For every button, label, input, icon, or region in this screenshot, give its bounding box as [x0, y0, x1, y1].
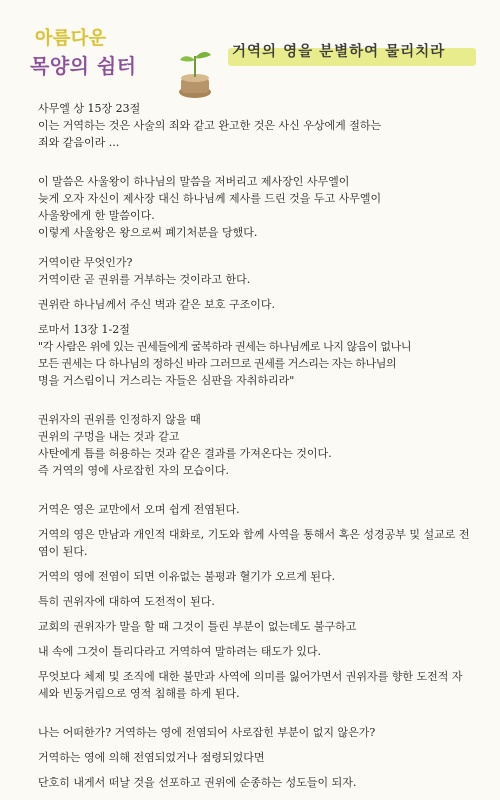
logo-line-2: 목양의 쉼터: [30, 54, 137, 78]
body-paragraph: 교회의 권위자가 말을 할 때 그것이 틀린 부분이 없는데도 불구하고: [38, 620, 357, 633]
logo: [30, 22, 200, 82]
scripture-quote-line: 명을 거스림이니 거스리는 자들은 심판을 자취하리라": [38, 374, 295, 387]
body-line: 권위자의 권위를 인정하지 않을 때: [38, 413, 201, 426]
body-line: 거역하는 영에 의해 전염되었거나 점령되었다면: [38, 751, 265, 764]
scripture-line: 이는 거역하는 것은 사술의 죄와 같고 완고한 것은 사신 우상에게 절하는: [38, 119, 382, 132]
body-paragraph: 특히 권위자에 대하여 도전적이 된다.: [38, 595, 215, 608]
body-line: 권위란 하나님께서 주신 벽과 같은 보호 구조이다.: [38, 298, 275, 311]
body-line: 사탄에게 틈를 허용하는 것과 같은 결과를 가져온다는 것이다.: [38, 447, 332, 460]
body-paragraph: 거역의 영은 만남과 개인적 대화로, 기도와 함께 사역을 통해서 혹은 성경공부 및 설교로 전염이 된다.: [38, 528, 470, 558]
body-line: 늦게 오자 자신이 제사장 대신 하나님께 제사를 드린 것을 두고 사무엘이: [38, 192, 382, 205]
body-line: 권위의 구멍을 내는 것과 같고: [38, 430, 180, 443]
scripture-ref-1: 사무엘 상 15장 23절: [38, 102, 141, 115]
body-paragraph: 거역은 영은 교만에서 오며 쉽게 전염된다.: [38, 503, 240, 516]
article-body: [38, 100, 470, 791]
body-line: 나는 어떠한가? 거역하는 영에 전염되어 사로잡힌 부분이 없지 않은가?: [38, 726, 376, 739]
logo-line-1: 아름다운: [35, 28, 107, 49]
body-line: 이렇게 사울왕은 왕으로써 폐기처분을 당했다.: [38, 226, 258, 239]
body-line: 단호히 내게서 떠날 것을 선포하고 권위에 순종하는 성도들이 되자.: [38, 776, 357, 789]
sprout-icon: [170, 40, 220, 100]
scripture-line: 죄와 같음이라 ...: [38, 136, 120, 149]
body-paragraph: 거역의 영에 전염이 되면 이유없는 불평과 혈기가 오르게 된다.: [38, 570, 336, 583]
page-title-box: [228, 38, 476, 68]
body-line: 이 말씀은 사울왕이 하나님의 말씀을 저버리고 제사장인 사무엘이: [38, 175, 350, 188]
body-line: 거역이란 곧 권위를 거부하는 것이라고 한다.: [38, 273, 251, 286]
body-line: 거역이란 무엇인가?: [38, 256, 133, 269]
header: [0, 0, 500, 95]
page-title: 거역의 영을 분별하여 물리치라: [232, 44, 446, 60]
body-paragraph: 무엇보다 체제 및 조직에 대한 불만과 사역에 의미를 잃어가면서 권위자를 향한 도전적 자세와 빈둥거림으로 영적 침해를 하게 된다.: [38, 670, 463, 700]
scripture-ref-2: 로마서 13장 1-2절: [38, 323, 130, 336]
scripture-quote-line: "각 사람은 위에 있는 권세들에게 굴복하라 권세는 하나님께로 나지 않음이 없나니: [38, 340, 412, 353]
body-line: 즉 거역의 영에 사로잡힌 자의 모습이다.: [38, 464, 229, 477]
body-line: 사울왕에게 한 말씀이다.: [38, 209, 155, 222]
body-paragraph: 내 속에 그것이 틀리다라고 거역하여 말하려는 태도가 있다.: [38, 645, 321, 658]
scripture-quote-line: 모든 권세는 다 하나님의 정하신 바라 그러므로 권세를 거스리는 자는 하나님의: [38, 357, 397, 370]
section-7: [38, 501, 470, 702]
